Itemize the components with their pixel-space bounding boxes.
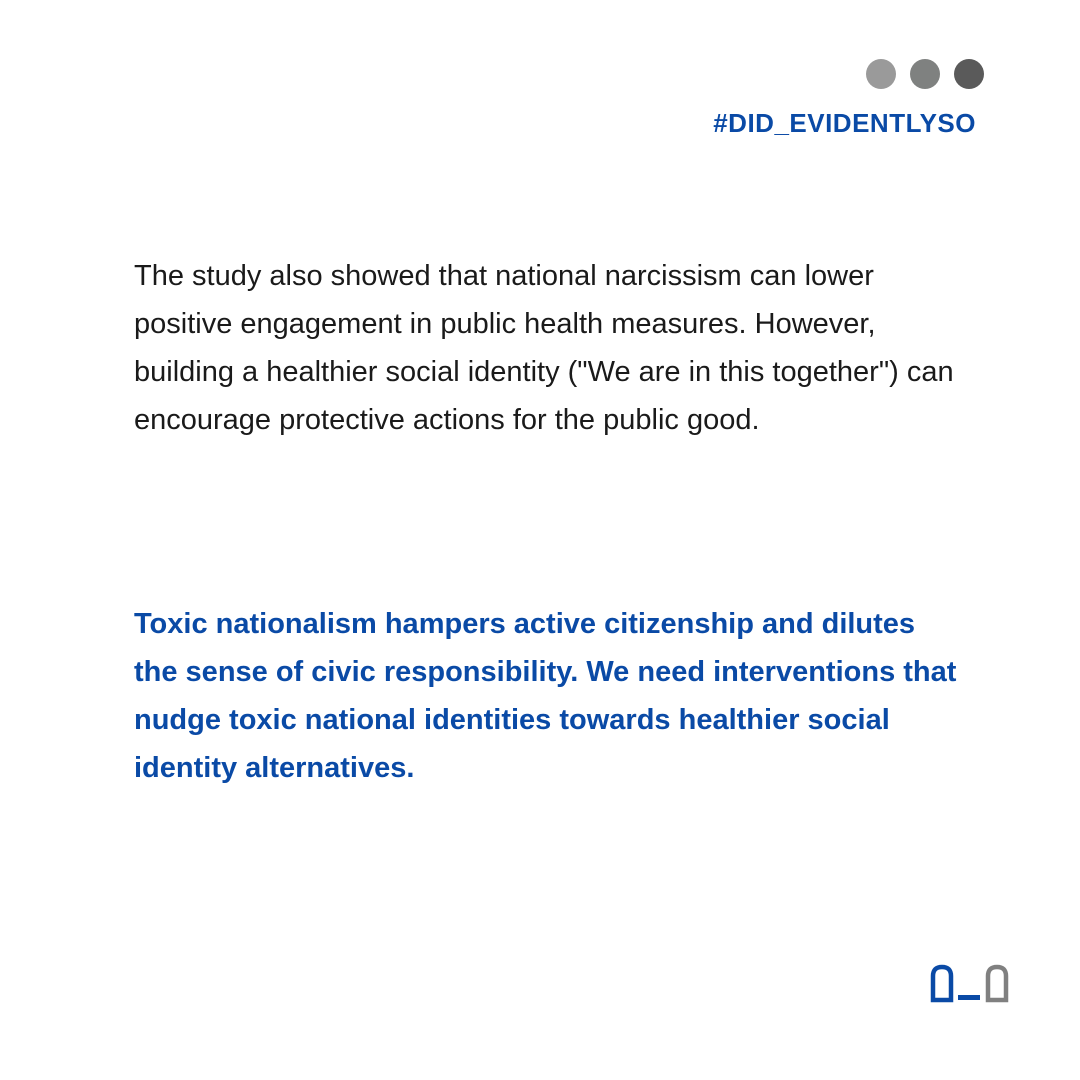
dot-2 xyxy=(910,59,940,89)
hashtag-label: #DID_EVIDENTLYSO xyxy=(713,108,976,138)
pagination-dots xyxy=(866,59,984,89)
dot-1 xyxy=(866,59,896,89)
logo-right-arch xyxy=(988,967,1006,1000)
logo-left-arch xyxy=(933,967,951,1000)
dot-3 xyxy=(954,59,984,89)
logo-underscore xyxy=(958,995,980,1000)
brand-logo-icon xyxy=(928,964,1018,1004)
body-paragraph: The study also showed that national narcissism can lower positive engagement in public health measures. However, building a healthier social identity ("We are in this together") can encourage protective actions for the public good. xyxy=(134,260,954,436)
highlight-paragraph: Toxic nationalism hampers active citizenship and dilutes the sense of civic responsibility. We need interventions that nudge toxic national identities towards healthier social identity alternatives. xyxy=(134,608,957,784)
